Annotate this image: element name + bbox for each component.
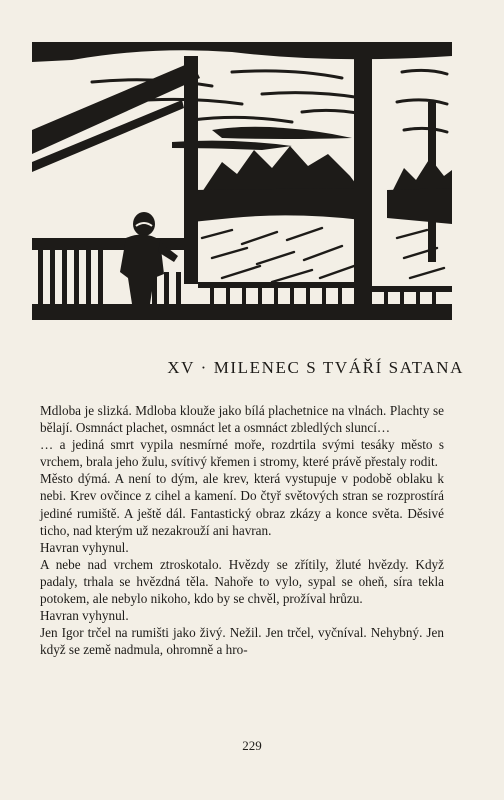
- paragraph-4: Havran vyhynul.: [40, 539, 129, 555]
- paragraph-2: … a jediná smrt vypila nesmírné moře, rozdrtila svými tesáky město s vrchem, brala jeho žulu, svítivý křemen i stromy, které právě přestaly rodit.: [40, 437, 444, 470]
- woodcut-illustration: [32, 42, 452, 320]
- paragraph-7: Jen Igor trčel na rumišti jako živý. Nežil. Jen trčel, vyčníval. Nehybný. Jen když se země nadmula, ohromně a hro-: [40, 625, 444, 658]
- paragraph-6: Havran vyhynul.: [40, 608, 129, 624]
- paragraph-5: A nebe nad vrchem ztroskotalo. Hvězdy se zřítily, žluté hvězdy. Když padaly, trhala se hvězdná těla. Nahoře to vylo, sypal se oheň, síra tekla potokem, ale nebylo nikoho, kdo by se chvěl, prožíval hrůzu.: [40, 556, 444, 607]
- chapter-separator: ·: [200, 358, 208, 377]
- page-number: 229: [242, 738, 262, 753]
- paragraph-1: Mdloba je slizká. Mdloba klouže jako bílá plachetnice na vlnách. Plachty se bělají. Osmnáct plachet, osmnáct let a osmnáct zbledlých sluncí…: [40, 403, 444, 436]
- chapter-number: XV: [167, 358, 195, 377]
- chapter-name: MILENEC S TVÁŘÍ SATANA: [213, 358, 464, 377]
- chapter-title: [40, 358, 464, 378]
- paragraph-3: Město dýmá. A není to dým, ale krev, která vystupuje v podobě oblaku k nebi. Krev ovčince z cihel a kamení. Do čtyř světových stran se rozprostírá jediné rumiště. A ještě dál. Fantastický obraz zkázy a konce světa. Děsivé ticho, nad kterým už nezakrouží ani havran.: [40, 471, 444, 538]
- body-text: [40, 402, 444, 658]
